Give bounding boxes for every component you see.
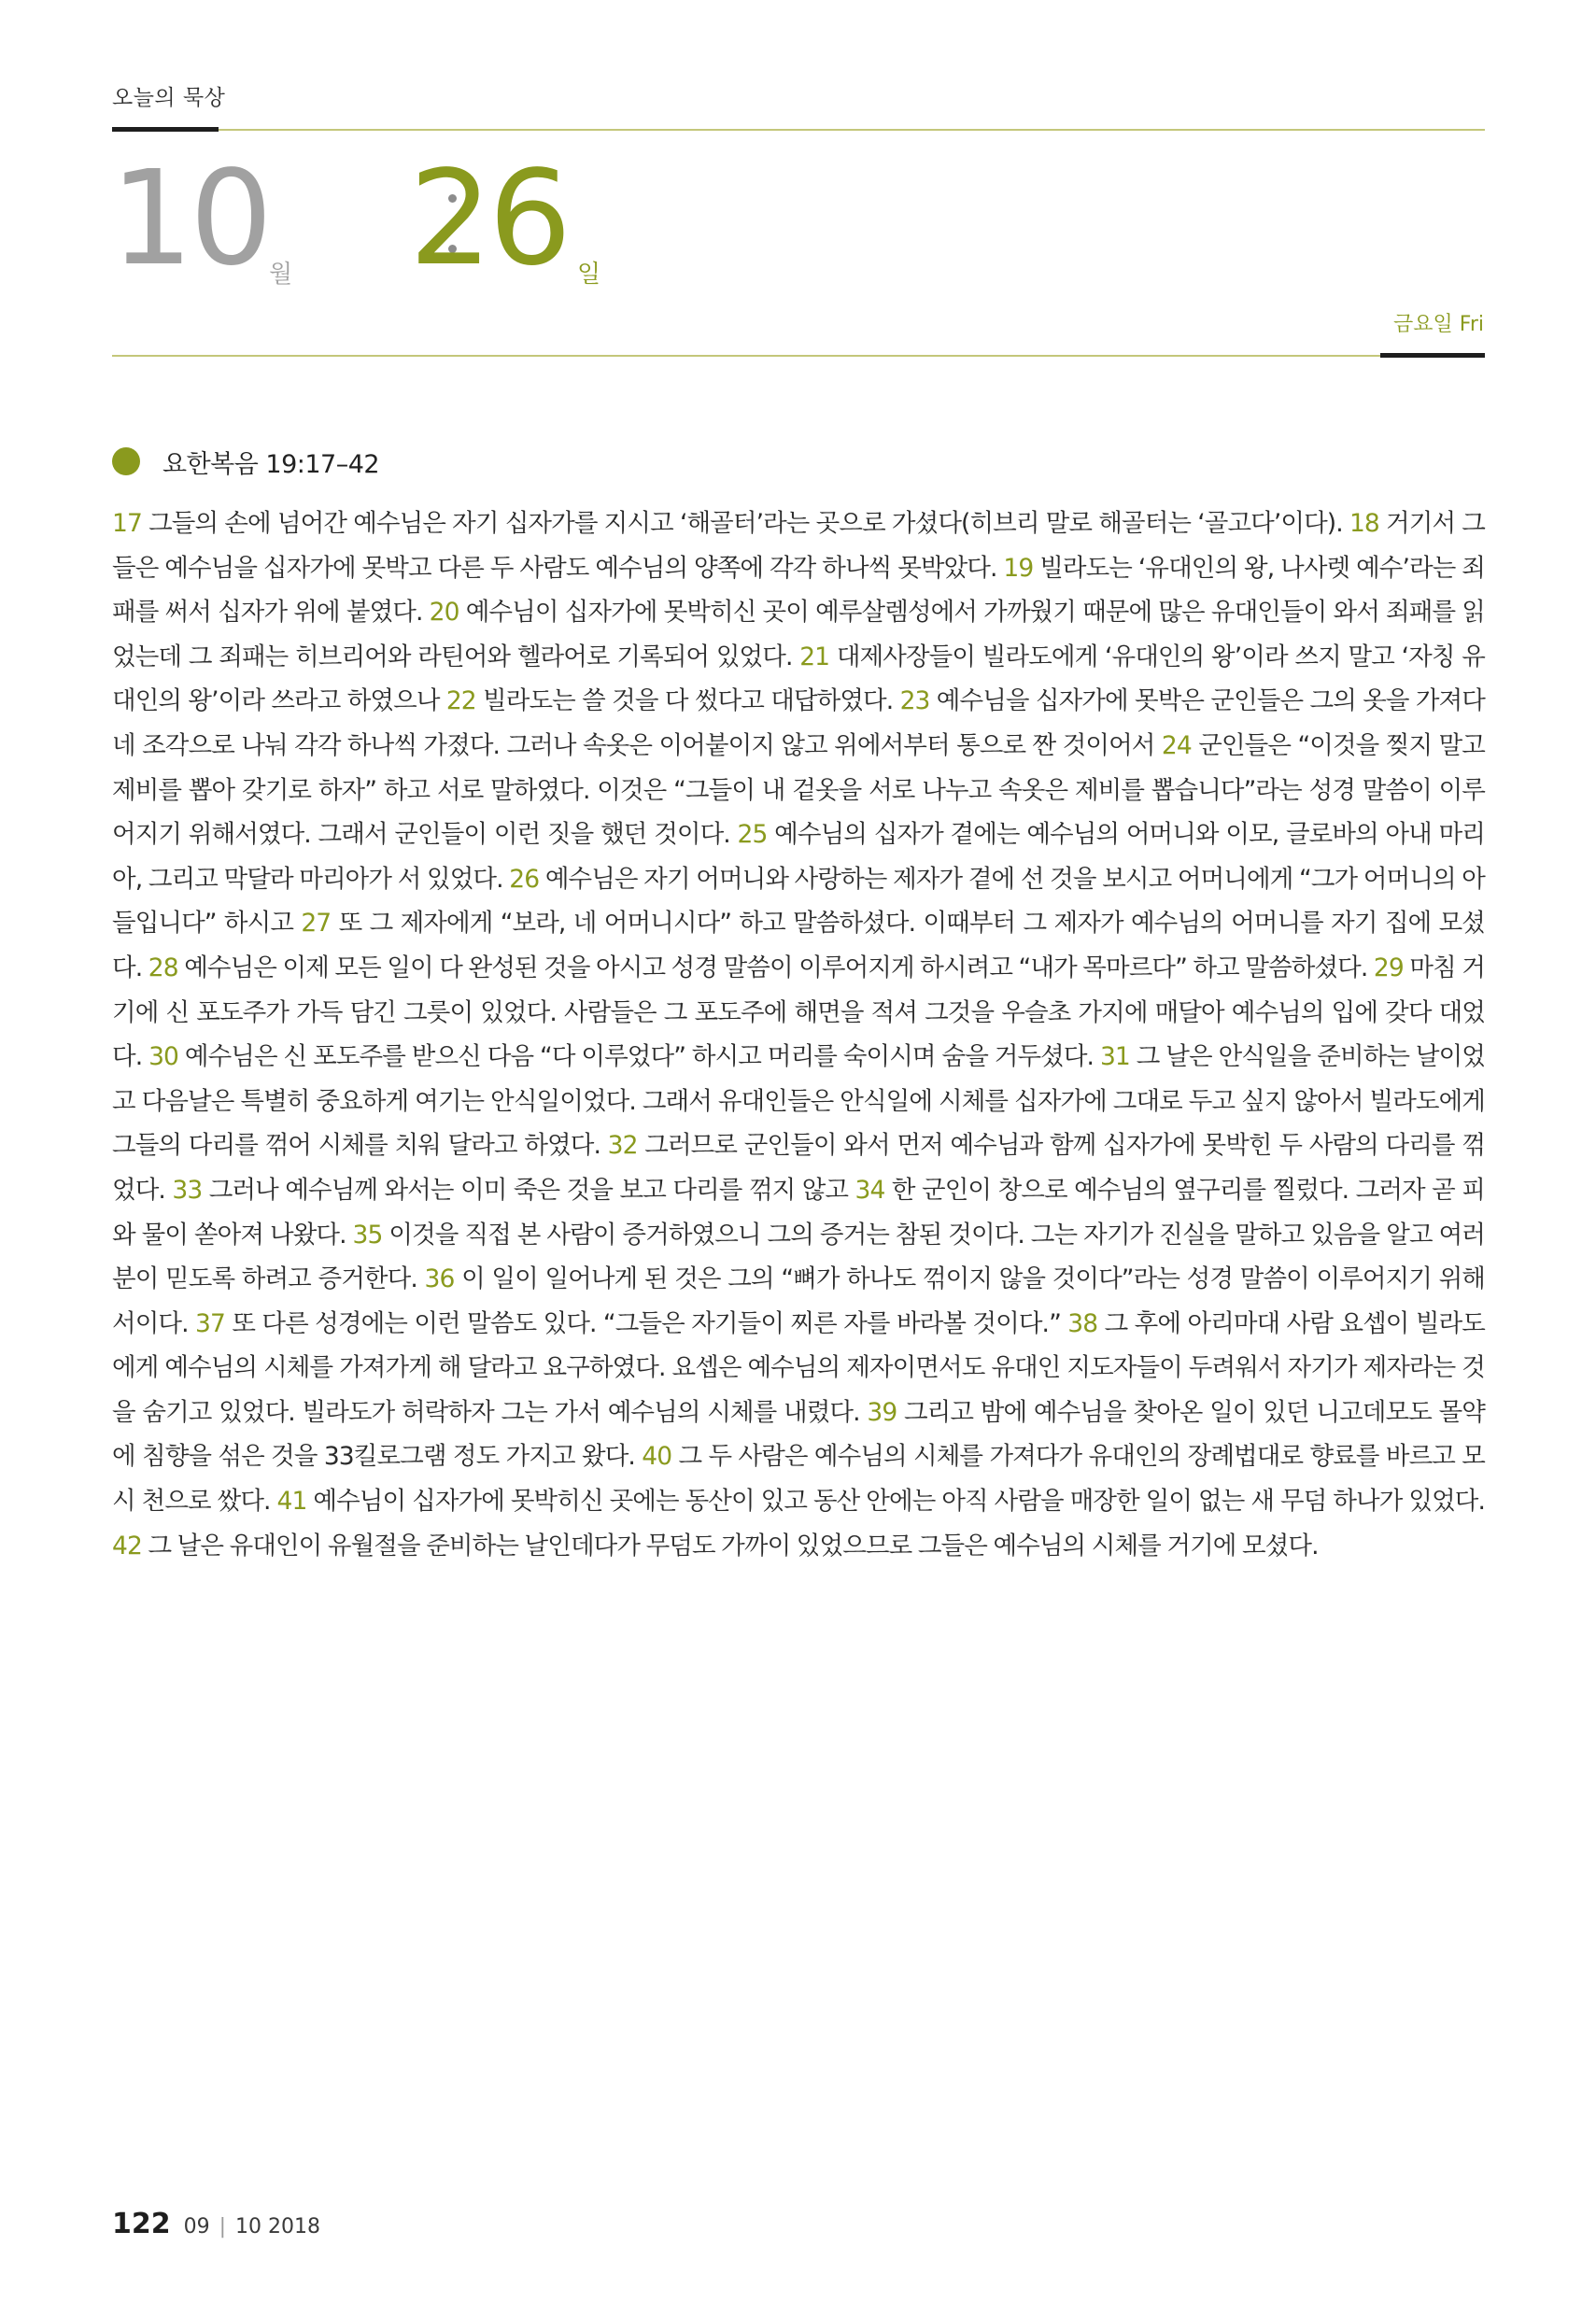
page-number: 122 [112,2208,171,2240]
top-rule [112,129,1485,131]
weekday-label: 금요일 Fri [1393,313,1484,336]
verse-text: 예수님을 십자가에 못박은 군인들은 그의 옷을 가져다 네 조각으로 나눠 각각 하나씩 가졌다. 그러나 속옷은 이어붙이지 않고 위에서부터 통으로 짠 것이어서 [112,686,1485,760]
top-rule-accent [112,127,219,132]
bullet-icon [112,447,140,475]
verse-text: 군인들은 “이것을 찢지 말고 제비를 뽑아 갖기로 하자” 하고 서로 말하였다. 이것은 “그들이 내 겉옷을 서로 나누고 속옷은 제비를 뽑습니다”라는 성경 말씀이 이루어지기 위해서였다. 그래서 군인들이 이런 짓을 했던 것이다. [112,730,1485,850]
page-footer [112,2208,320,2240]
verse-text: 그 날은 유대인이 유월절을 준비하는 날인데다가 무덤도 가까이 있었으므로 그들은 예수님의 시체를 거기에 모셨다. [141,1531,1319,1560]
mid-rule [112,355,1485,357]
verse-text: 마침 거기에 신 포도주가 가득 담긴 그릇이 있었다. 사람들은 그 포도주에 해면을 적셔 그것을 우슬초 가지에 매달아 예수님의 입에 갖다 대었다. [112,953,1485,1072]
verse-number: 20 [429,598,459,628]
mid-rule-accent [1380,353,1485,358]
month-number: 10 [110,143,270,295]
verse-number: 21 [799,642,830,671]
verse-text: 그리고 밤에 예수님을 찾아온 일이 있던 니고데모도 몰약에 침향을 섞은 것을 33킬로그램 정도 가지고 왔다. [112,1397,1485,1472]
verse-number: 18 [1349,509,1379,538]
verse-text: 빌라도는 쓸 것을 다 썼다고 대답하였다. [475,686,900,716]
issue-year: 10 2018 [235,2215,321,2238]
passage-reference: 요한복음 19:17–42 [162,449,380,479]
verse-text: 또 다른 성경에는 이런 말씀도 있다. “그들은 자기들이 찌른 자를 바라볼 것이다.” [224,1308,1068,1338]
verse-number: 22 [445,686,476,716]
verse-text: 이 일이 일어나게 된 것은 그의 “뼈가 하나도 꺾이지 않을 것이다”라는 성경 말씀이 이루어지기 위해서이다. [112,1264,1485,1338]
verse-number: 42 [112,1531,142,1560]
verse-text: 거기서 그들은 예수님을 십자가에 못박고 다른 두 사람도 예수님의 양쪽에 각각 하나씩 못박았다. [112,509,1486,583]
verse-number: 29 [1373,953,1404,982]
issue-month: 09 [183,2215,210,2238]
verse-text: 빌라도는 ‘유대인의 왕, 나사렛 예수’라는 죄패를 써서 십자가 위에 붙였다. [112,553,1485,628]
verse-number: 36 [424,1264,455,1294]
verse-text: 대제사장들이 빌라도에게 ‘유대인의 왕’이라 쓰지 말고 ‘자칭 유대인의 왕’이라 쓰라고 하였으나 [112,642,1485,716]
verse-number: 17 [112,509,142,538]
scripture-body [112,501,1485,1568]
verse-number: 30 [148,1042,179,1072]
verse-number: 25 [737,820,768,850]
verse-number: 23 [899,686,930,716]
verse-number: 35 [352,1220,383,1250]
section-label: 오늘의 묵상 [112,86,226,110]
verse-number: 31 [1099,1042,1130,1072]
verse-text: 이것을 직접 본 사람이 증거하였으니 그의 증거는 참된 것이다. 그는 자기가 진실을 말하고 있음을 알고 여러분이 믿도록 하려고 증거한다. [112,1220,1485,1294]
passage-heading [112,443,379,480]
verse-number: 33 [172,1175,203,1205]
verse-number: 39 [867,1397,897,1427]
verse-text: 그 두 사람은 예수님의 시체를 가져다가 유대인의 장례법대로 향료를 바르고 모시 천으로 쌌다. [112,1442,1485,1517]
verse-number: 28 [148,953,178,982]
verse-text: 예수님의 십자가 곁에는 예수님의 어머니와 이모, 글로바의 아내 마리아, 그리고 막달라 마리아가 서 있었다. [112,820,1485,894]
verse-number: 38 [1067,1308,1098,1338]
day-unit: 일 [577,261,601,289]
verse-text: 그 후에 아리마대 사람 요셉이 빌라도에게 예수님의 시체를 가져가게 해 달라고 요구하였다. 요셉은 예수님의 제자이면서도 유대인 지도자들이 두려워서 자기가 제자라는 것을 숨기고 있었다. 빌라도가 허락하자 그는 가서 예수님의 시체를 내렸다. [112,1308,1485,1427]
issue-separator: | [219,2215,227,2238]
verse-number: 34 [854,1175,885,1205]
verse-text: 예수님이 십자가에 못박히신 곳이 예루살렘성에서 가까웠기 때문에 많은 유대인들이 와서 죄패를 읽었는데 그 죄패는 히브리어와 라틴어와 헬라어로 기록되어 있었다. [112,598,1485,671]
verse-number: 32 [607,1131,638,1161]
verse-number: 37 [195,1308,225,1338]
verse-text: 또 그 제자에게 “보라, 네 어머니시다” 하고 말씀하셨다. 이때부터 그 제자가 예수님의 어머니를 자기 집에 모셨다. [112,909,1485,982]
verse-number: 19 [1003,553,1034,583]
verse-number: 24 [1161,730,1192,760]
month-unit: 월 [269,261,293,289]
verse-number: 26 [509,864,540,894]
verse-text: 그들의 손에 넘어간 예수님은 자기 십자가를 지시고 ‘해골터’라는 곳으로 가셨다(히브리 말로 해골터는 ‘골고다’이다). [141,509,1349,538]
verse-number: 41 [276,1487,307,1517]
day-number: 26 [409,143,569,295]
verse-text: 예수님은 이제 모든 일이 다 완성된 것을 아시고 성경 말씀이 이루어지게 하시려고 “내가 목마르다” 하고 말씀하셨다. [177,953,1374,982]
verse-text: 예수님은 신 포도주를 받으신 다음 “다 이루었다” 하시고 머리를 숙이시며 숨을 거두셨다. [178,1042,1100,1072]
verse-text: 한 군인이 창으로 예수님의 옆구리를 찔렀다. 그러자 곧 피와 물이 쏟아져 나왔다. [112,1175,1485,1250]
verse-number: 40 [642,1442,672,1472]
verse-text: 예수님이 십자가에 못박히신 곳에는 동산이 있고 동산 안에는 아직 사람을 매장한 일이 없는 새 무덤 하나가 있었다. [306,1487,1486,1517]
verse-number: 27 [301,909,332,939]
verse-text: 예수님은 자기 어머니와 사랑하는 제자가 곁에 선 것을 보시고 어머니에게 “그가 어머니의 아들입니다” 하시고 [112,864,1485,939]
date-display [110,143,1231,299]
verse-text: 그러므로 군인들이 와서 먼저 예수님과 함께 십자가에 못박힌 두 사람의 다리를 꺾었다. [112,1131,1485,1205]
verse-text: 그 날은 안식일을 준비하는 날이었고 다음날은 특별히 중요하게 여기는 안식일이었다. 그래서 유대인들은 안식일에 시체를 십자가에 그대로 두고 싶지 않아서 빌라도에게 그들의 다리를 꺾어 시체를 치워 달라고 하였다. [112,1042,1486,1161]
verse-text: 그러나 예수님께 와서는 이미 죽은 것을 보고 다리를 꺾지 않고 [202,1175,855,1205]
